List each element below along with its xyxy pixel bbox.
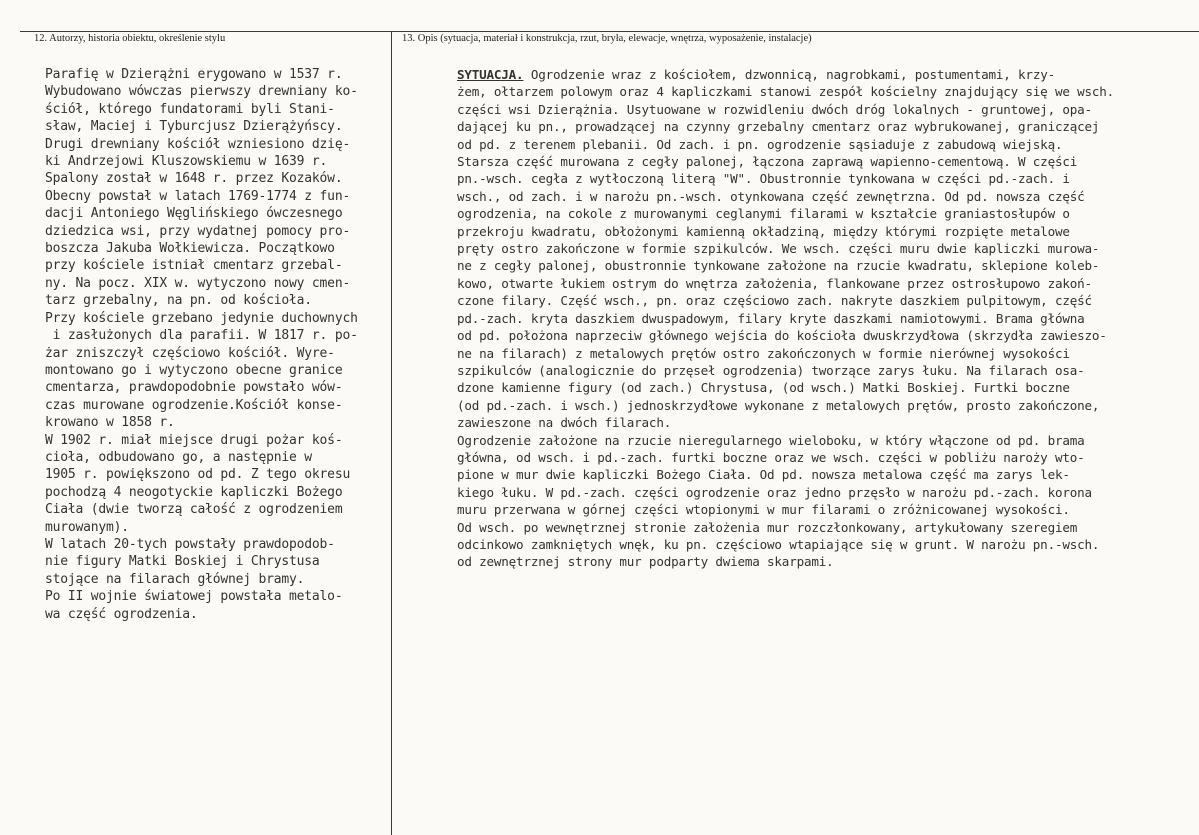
history-line: Spalony został w 1648 r. przez Kozaków.: [45, 171, 343, 187]
header-rule-right: [392, 31, 1199, 32]
description-line: szpikulców (analogicznie do przęseł ogrodzenia) tworzące zarys łuku. Na filarach osa-: [457, 362, 1085, 378]
description-line: (od pd.-zach. i wsch.) jednoskrzydłowe wykonane z metalowych prętów, prosto zakończone,: [457, 397, 1100, 413]
history-line: Obecny powstał w latach 1769-1774 z fun-: [45, 188, 351, 204]
description-line: dzone kamienne figury (od zach.) Chrystusa, (od wsch.) Matki Boskiej. Furtki boczne: [457, 380, 1070, 396]
history-line: ny. Na pocz. XIX w. wytyczono nowy cmen-: [45, 275, 351, 291]
description-line: Od wsch. po wewnętrznej stronie założenia mur rozczłonkowany, artykułowany szeregiem: [457, 519, 1078, 535]
description-line: Starsza część murowana z cegły palonej, łączona zaprawą wapienno-cementową. W części: [457, 154, 1078, 170]
description-line: przekroju kwadratu, obłożonymi kamienną okładziną, między którymi rozpięte metalowe: [457, 223, 1070, 239]
history-line: ki Andrzejowi Kluszowskiemu w 1639 r.: [45, 154, 328, 170]
history-line: wa część ogrodzenia.: [45, 606, 198, 622]
history-line: murowanym).: [45, 519, 129, 535]
history-line: nie figury Matki Boskiej i Chrystusa: [45, 554, 320, 570]
history-line: W 1902 r. miał miejsce drugi pożar koś-: [45, 432, 343, 448]
history-line: krowano w 1858 r.: [45, 415, 175, 431]
history-line: pochodzą 4 neogotyckie kapliczki Bożego: [45, 484, 343, 500]
description-line: od pd. z terenem plebanii. Od zach. i pn. ogrodzenie sąsiaduje z zabudową wiejską.: [457, 136, 1063, 152]
description-line: pręty ostro zakończone w formie szpikulców. We wsch. części muru dwie kapliczki murowa-: [457, 241, 1100, 257]
description-line: pd.-zach. kryta daszkiem dwuspadowym, filary kryte daszkami namiotowymi. Brama główna: [457, 310, 1085, 326]
history-text: [45, 66, 390, 623]
history-line: czas murowane ogrodzenie.Kościół konse-: [45, 397, 343, 413]
history-line: Przy kościele grzebano jedynie duchownych: [45, 310, 358, 326]
description-line: kowo, otwarte łukiem ostrym do wnętrza założenia, flankowane przez ostrosłupowo zakoń-: [457, 275, 1092, 291]
history-line: cioła, odbudowano go, a następnie w: [45, 449, 312, 465]
header-rule-left: [20, 31, 391, 32]
history-line: tarz grzebalny, na pn. od kościoła.: [45, 293, 312, 309]
description-line: pione w mur dwie kapliczki Bożego Ciała. Od pd. nowsza metalowa część ma zarys lek-: [457, 467, 1070, 483]
description-line: muru przerwana w górnej części wtopionymi w mur filarami o zróżnicowanej wysokości.: [457, 502, 1070, 518]
description-first-line-text: Ogrodzenie wraz z kościołem, dzwonnicą, nagrobkami, postumentami, krzy-: [523, 67, 1055, 82]
description-line: zawieszone na dwóch filarach.: [457, 415, 672, 431]
column-divider: [391, 31, 392, 835]
history-line: W latach 20-tych powstały prawdopodob-: [45, 536, 335, 552]
history-line: stojące na filarach głównej bramy.: [45, 571, 305, 587]
section-12-heading: 12. Autorzy, historia obiektu, określenie stylu: [34, 33, 226, 44]
history-line: dziedzica wsi, przy wydatnej pomocy pro-: [45, 223, 351, 239]
history-line: i zasłużonych dla parafii. W 1817 r. po-: [45, 328, 358, 344]
history-line: cmentarza, prawdopodobnie powstało wów-: [45, 380, 343, 396]
description-first-line: [457, 66, 1193, 83]
history-line: sław, Maciej i Tyburcjusz Dzierążyńscy.: [45, 119, 343, 135]
description-line: kiego łuku. W pd.-zach. części ogrodzenie oraz jedno przęsło w narożu pd.-zach. korona: [457, 484, 1092, 500]
description-line: żem, ołtarzem polowym oraz 4 kapliczkami stanowi zespół kościelny znajdujący się we wsch.: [457, 84, 1115, 100]
history-line: Po II wojnie światowej powstała metalo-: [45, 589, 343, 605]
description-line: wsch., od zach. i w narożu pn.-wsch. otynkowana część zewnętrzna. Od pd. nowsza część: [457, 188, 1085, 204]
description-text: [457, 66, 1193, 571]
history-line: dacji Antoniego Węglińskiego ówczesnego: [45, 206, 343, 222]
description-line: części wsi Dzierążnia. Usytuowane w rozwidleniu dwóch dróg lokalnych - gruntowej, opa-: [457, 101, 1092, 117]
history-line: 1905 r. powiększono od pd. Z tego okresu: [45, 467, 351, 483]
history-line: Drugi drewniany kościół wzniesiono dzię-: [45, 136, 351, 152]
description-line: ne z cegły palonej, obustronnie tynkowane założone na rzucie kwadratu, sklepione koleb-: [457, 258, 1100, 274]
description-line: od zewnętrznej strony mur podparty dwiema skarpami.: [457, 554, 834, 570]
history-line: żar zniszczył częściowo kościół. Wyre-: [45, 345, 335, 361]
history-line: Ciała (dwie tworzą całość z ogrodzeniem: [45, 502, 343, 518]
history-line: Wybudowano wówczas pierwszy drewniany ko-: [45, 84, 358, 100]
history-line: przy kościele istniał cmentarz grzebal-: [45, 258, 343, 274]
description-line: pn.-wsch. cegła z wytłoczoną literą "W". Obustronnie tynkowana w części pd.-zach. i: [457, 171, 1070, 187]
description-line: dającej ku pn., prowadzącej na czynny grzebalny cmentarz oraz wybrukowanej, graniczącej: [457, 119, 1100, 135]
description-line: ogrodzenia, na cokole z murowanymi ceglanymi filarami w kształcie graniastosłupów o: [457, 206, 1070, 222]
description-line: odcinkowo zamkniętych wnęk, ku pn. częściowo wtapiające się w grunt. W narożu pn.-wsch.: [457, 536, 1100, 552]
situation-heading: SYTUACJA.: [457, 67, 524, 82]
description-line: Ogrodzenie założone na rzucie nieregularnego wieloboku, w który włączone od pd. brama: [457, 432, 1085, 448]
description-line: główna, od wsch. i pd.-zach. furtki boczne oraz we wsch. części w pobliżu naroży wto-: [457, 449, 1085, 465]
history-line: ściół, którego fundatorami byli Stani-: [45, 101, 335, 117]
description-line: ne na filarach) z metalowych prętów ostro zakończonych w formie nierównej wysokości: [457, 345, 1070, 361]
history-line: montowano go i wytyczono obecne granice: [45, 362, 343, 378]
description-line: od pd. położona naprzeciw głównego wejścia do kościoła dwuskrzydłowa (skrzydła zawieszo-: [457, 328, 1107, 344]
history-line: boszcza Jakuba Wołkiewicza. Początkowo: [45, 241, 335, 257]
section-13-heading: 13. Opis (sytuacja, materiał i konstrukcja, rzut, bryła, elewacje, wnętrza, wyposażenie, instalacje): [402, 33, 812, 44]
history-line: Parafię w Dzierążni erygowano w 1537 r.: [45, 67, 343, 82]
description-line: czone filary. Część wsch., pn. oraz częściowo zach. nakryte daszkiem pulpitowym, część: [457, 293, 1092, 309]
